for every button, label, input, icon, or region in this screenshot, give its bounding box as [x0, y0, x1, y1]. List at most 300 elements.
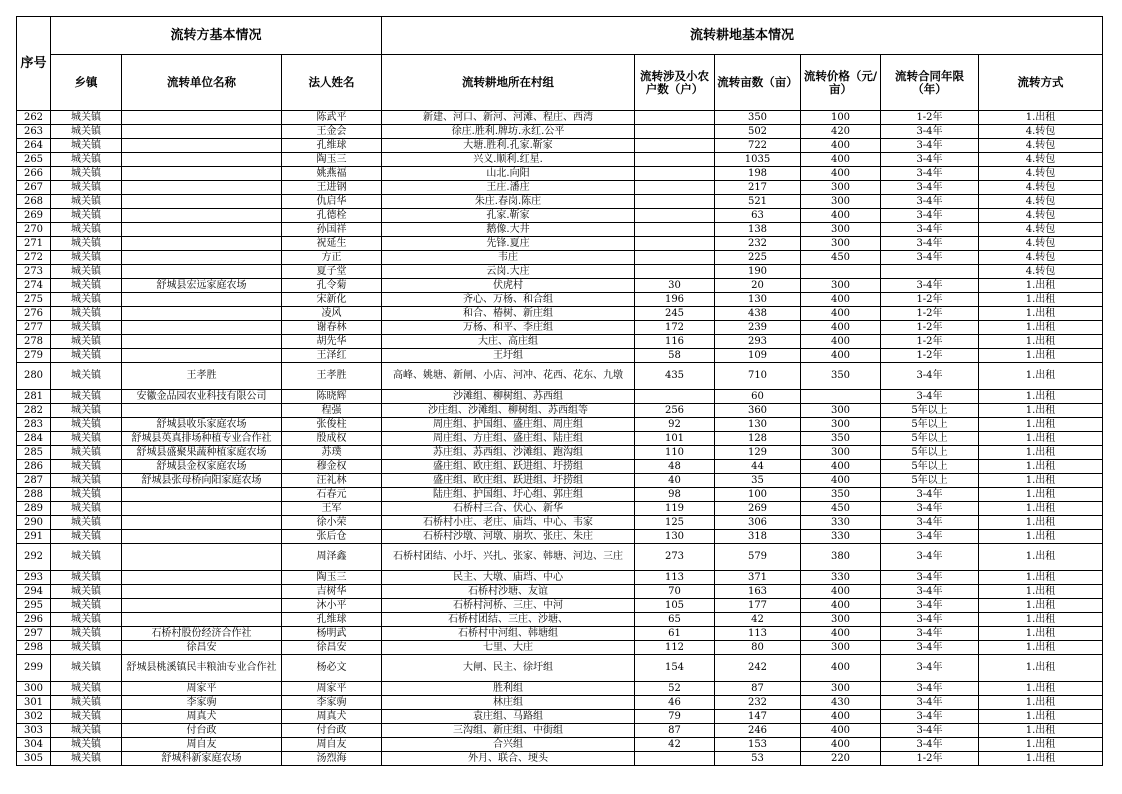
cell-village: 合兴组: [382, 738, 635, 752]
cell-town: 城关镇: [51, 181, 122, 195]
cell-method: 1.出租: [979, 599, 1103, 613]
cell-seq: 283: [17, 418, 51, 432]
cell-area: 42: [715, 613, 801, 627]
cell-town: 城关镇: [51, 738, 122, 752]
cell-unit: [122, 585, 282, 599]
cell-village: 和合、椿树、新庄组: [382, 307, 635, 321]
cell-area: 438: [715, 307, 801, 321]
cell-area: 371: [715, 571, 801, 585]
cell-price: 400: [801, 139, 881, 153]
cell-households: 42: [635, 738, 715, 752]
cell-area: 350: [715, 111, 801, 125]
cell-area: 232: [715, 696, 801, 710]
cell-person: 张俊柱: [282, 418, 382, 432]
cell-term: 5年以上: [881, 404, 979, 418]
cell-term: 3-4年: [881, 167, 979, 181]
cell-area: 138: [715, 223, 801, 237]
cell-price: 400: [801, 655, 881, 682]
cell-term: 3-4年: [881, 139, 979, 153]
cell-person: 夏子堂: [282, 265, 382, 279]
cell-method: 1.出租: [979, 752, 1103, 766]
cell-households: 58: [635, 349, 715, 363]
cell-village: 云岗.大庄: [382, 265, 635, 279]
cell-town: 城关镇: [51, 209, 122, 223]
cell-unit: 舒城县宏远家庭农场: [122, 279, 282, 293]
table-row: [17, 571, 1103, 585]
cell-price: 330: [801, 516, 881, 530]
cell-person: 王泽红: [282, 349, 382, 363]
table-row: [17, 585, 1103, 599]
cell-town: 城关镇: [51, 752, 122, 766]
cell-method: 1.出租: [979, 279, 1103, 293]
table-row: [17, 724, 1103, 738]
table-row: [17, 265, 1103, 279]
table-row: [17, 321, 1103, 335]
cell-method: 1.出租: [979, 293, 1103, 307]
cell-town: 城关镇: [51, 404, 122, 418]
cell-area: 163: [715, 585, 801, 599]
cell-town: 城关镇: [51, 223, 122, 237]
cell-households: [635, 181, 715, 195]
cell-town: 城关镇: [51, 696, 122, 710]
cell-person: 陈晓辉: [282, 390, 382, 404]
cell-town: 城关镇: [51, 502, 122, 516]
cell-area: 722: [715, 139, 801, 153]
cell-seq: 276: [17, 307, 51, 321]
cell-term: 3-4年: [881, 724, 979, 738]
cell-households: [635, 265, 715, 279]
cell-town: 城关镇: [51, 139, 122, 153]
cell-town: 城关镇: [51, 418, 122, 432]
cell-term: 3-4年: [881, 209, 979, 223]
table-row: [17, 125, 1103, 139]
header-farmland-group: 流转耕地基本情况: [382, 17, 1103, 55]
cell-village: 石桥村团结、三庄、沙塘、: [382, 613, 635, 627]
cell-households: [635, 167, 715, 181]
cell-term: 3-4年: [881, 251, 979, 265]
cell-price: 300: [801, 237, 881, 251]
cell-area: 113: [715, 627, 801, 641]
cell-unit: [122, 571, 282, 585]
table-row: [17, 710, 1103, 724]
cell-village: 林庄组: [382, 696, 635, 710]
cell-person: 孙国祥: [282, 223, 382, 237]
cell-households: 172: [635, 321, 715, 335]
cell-method: 4.转包: [979, 181, 1103, 195]
header-town: 乡镇: [51, 55, 122, 111]
cell-seq: 289: [17, 502, 51, 516]
cell-unit: [122, 307, 282, 321]
cell-unit: 周家平: [122, 682, 282, 696]
cell-term: 3-4年: [881, 181, 979, 195]
cell-unit: [122, 335, 282, 349]
cell-households: 70: [635, 585, 715, 599]
cell-households: 273: [635, 544, 715, 571]
cell-person: 方正: [282, 251, 382, 265]
cell-seq: 262: [17, 111, 51, 125]
cell-town: 城关镇: [51, 237, 122, 251]
cell-households: 65: [635, 613, 715, 627]
cell-method: 1.出租: [979, 724, 1103, 738]
cell-households: 119: [635, 502, 715, 516]
cell-term: 5年以上: [881, 432, 979, 446]
cell-term: 3-4年: [881, 613, 979, 627]
cell-person: 苏璞: [282, 446, 382, 460]
cell-method: 1.出租: [979, 696, 1103, 710]
cell-village: 盛庄组、欧庄组、跃进组、圩捞组: [382, 474, 635, 488]
cell-town: 城关镇: [51, 265, 122, 279]
cell-households: [635, 153, 715, 167]
cell-person: 杨必文: [282, 655, 382, 682]
cell-village: 石桥村中河组、韩塘组: [382, 627, 635, 641]
cell-area: 502: [715, 125, 801, 139]
cell-unit: 舒城县桃溪镇民丰粮油专业合作社: [122, 655, 282, 682]
cell-price: 350: [801, 363, 881, 390]
cell-households: [635, 251, 715, 265]
cell-price: 400: [801, 710, 881, 724]
cell-person: 姚燕福: [282, 167, 382, 181]
table-row: [17, 209, 1103, 223]
cell-seq: 285: [17, 446, 51, 460]
header-row-columns: [17, 55, 1103, 111]
land-transfer-table: [16, 16, 1103, 766]
cell-seq: 269: [17, 209, 51, 223]
cell-price: 430: [801, 696, 881, 710]
cell-person: 杨明武: [282, 627, 382, 641]
cell-person: 王金会: [282, 125, 382, 139]
cell-unit: [122, 544, 282, 571]
cell-person: 陶玉三: [282, 571, 382, 585]
cell-households: 110: [635, 446, 715, 460]
cell-seq: 270: [17, 223, 51, 237]
cell-price: 300: [801, 195, 881, 209]
cell-method: 1.出租: [979, 613, 1103, 627]
cell-person: 陈武平: [282, 111, 382, 125]
cell-town: 城关镇: [51, 153, 122, 167]
table-row: [17, 627, 1103, 641]
cell-unit: 安徽金品园农业科技有限公司: [122, 390, 282, 404]
cell-unit: [122, 251, 282, 265]
cell-unit: 舒城县金权家庭农场: [122, 460, 282, 474]
cell-unit: [122, 321, 282, 335]
cell-village: 韦庄: [382, 251, 635, 265]
table-row: [17, 613, 1103, 627]
cell-person: 周泽鑫: [282, 544, 382, 571]
cell-method: 1.出租: [979, 571, 1103, 585]
cell-method: 1.出租: [979, 502, 1103, 516]
cell-village: 大闸、民主、徐圩组: [382, 655, 635, 682]
cell-term: 3-4年: [881, 125, 979, 139]
cell-households: 125: [635, 516, 715, 530]
cell-term: 5年以上: [881, 418, 979, 432]
cell-method: 1.出租: [979, 474, 1103, 488]
cell-price: 350: [801, 432, 881, 446]
cell-village: 胜利组: [382, 682, 635, 696]
cell-households: [635, 223, 715, 237]
cell-village: 鹅像.大井: [382, 223, 635, 237]
table-row: [17, 293, 1103, 307]
cell-town: 城关镇: [51, 641, 122, 655]
cell-person: 孔维球: [282, 139, 382, 153]
cell-price: [801, 390, 881, 404]
cell-unit: [122, 599, 282, 613]
cell-price: 400: [801, 293, 881, 307]
cell-unit: [122, 125, 282, 139]
cell-unit: [122, 209, 282, 223]
table-row: [17, 223, 1103, 237]
cell-town: 城关镇: [51, 251, 122, 265]
cell-town: 城关镇: [51, 585, 122, 599]
cell-term: 3-4年: [881, 390, 979, 404]
cell-price: 400: [801, 167, 881, 181]
cell-seq: 293: [17, 571, 51, 585]
cell-price: 350: [801, 488, 881, 502]
cell-unit: [122, 613, 282, 627]
cell-unit: 周真犬: [122, 710, 282, 724]
cell-person: 汤烈海: [282, 752, 382, 766]
cell-method: 1.出租: [979, 738, 1103, 752]
header-seq: 序号: [17, 17, 51, 111]
cell-seq: 302: [17, 710, 51, 724]
header-row-group: [17, 17, 1103, 55]
cell-village: 沙庄组、沙滩组、柳树组、苏西组等: [382, 404, 635, 418]
table-row: [17, 153, 1103, 167]
cell-unit: 付台政: [122, 724, 282, 738]
table-row: [17, 237, 1103, 251]
cell-person: 孔德栓: [282, 209, 382, 223]
cell-area: 130: [715, 418, 801, 432]
cell-seq: 287: [17, 474, 51, 488]
cell-seq: 264: [17, 139, 51, 153]
cell-unit: [122, 181, 282, 195]
cell-term: 3-4年: [881, 655, 979, 682]
cell-village: 石桥村沙塘、友谊: [382, 585, 635, 599]
header-method: 流转方式: [979, 55, 1103, 111]
cell-village: 兴义.顺利.红星.: [382, 153, 635, 167]
cell-person: 沐小平: [282, 599, 382, 613]
cell-area: 147: [715, 710, 801, 724]
cell-unit: [122, 223, 282, 237]
cell-person: 程强: [282, 404, 382, 418]
table-row: [17, 363, 1103, 390]
cell-price: 300: [801, 682, 881, 696]
cell-town: 城关镇: [51, 321, 122, 335]
cell-town: 城关镇: [51, 293, 122, 307]
cell-person: 徐小荣: [282, 516, 382, 530]
cell-households: 48: [635, 460, 715, 474]
cell-term: 5年以上: [881, 446, 979, 460]
cell-households: 79: [635, 710, 715, 724]
cell-village: 孔家.靳家: [382, 209, 635, 223]
cell-town: 城关镇: [51, 195, 122, 209]
cell-seq: 271: [17, 237, 51, 251]
cell-town: 城关镇: [51, 349, 122, 363]
cell-unit: [122, 237, 282, 251]
cell-village: 万杨、和平、李庄组: [382, 321, 635, 335]
cell-village: 新建、河口、新河、河滩、程庄、西湾: [382, 111, 635, 125]
cell-price: 400: [801, 738, 881, 752]
cell-households: 105: [635, 599, 715, 613]
cell-method: 4.转包: [979, 265, 1103, 279]
cell-term: 3-4年: [881, 223, 979, 237]
cell-area: 60: [715, 390, 801, 404]
cell-person: 穆金权: [282, 460, 382, 474]
cell-households: 40: [635, 474, 715, 488]
cell-price: 300: [801, 404, 881, 418]
cell-area: 44: [715, 460, 801, 474]
cell-seq: 278: [17, 335, 51, 349]
cell-price: 400: [801, 460, 881, 474]
table-row: [17, 111, 1103, 125]
cell-price: 330: [801, 571, 881, 585]
cell-area: 239: [715, 321, 801, 335]
cell-unit: [122, 293, 282, 307]
cell-method: 4.转包: [979, 195, 1103, 209]
cell-seq: 291: [17, 530, 51, 544]
cell-area: 306: [715, 516, 801, 530]
cell-price: 300: [801, 181, 881, 195]
cell-person: 周家平: [282, 682, 382, 696]
table-row: [17, 432, 1103, 446]
cell-method: 1.出租: [979, 516, 1103, 530]
cell-term: 1-2年: [881, 752, 979, 766]
cell-person: 王进钢: [282, 181, 382, 195]
cell-term: 5年以上: [881, 474, 979, 488]
cell-method: 1.出租: [979, 530, 1103, 544]
cell-term: 3-4年: [881, 363, 979, 390]
cell-person: 孔维球: [282, 613, 382, 627]
table-row: [17, 349, 1103, 363]
cell-village: 陆庄组、护国组、圩心组、郭庄组: [382, 488, 635, 502]
cell-seq: 263: [17, 125, 51, 139]
cell-households: 116: [635, 335, 715, 349]
cell-households: 46: [635, 696, 715, 710]
cell-person: 汪礼林: [282, 474, 382, 488]
cell-town: 城关镇: [51, 111, 122, 125]
cell-person: 孔令菊: [282, 279, 382, 293]
cell-unit: [122, 530, 282, 544]
cell-area: 579: [715, 544, 801, 571]
cell-price: 100: [801, 111, 881, 125]
cell-seq: 273: [17, 265, 51, 279]
cell-seq: 265: [17, 153, 51, 167]
cell-area: 35: [715, 474, 801, 488]
cell-method: 4.转包: [979, 167, 1103, 181]
cell-term: 3-4年: [881, 627, 979, 641]
table-row: [17, 446, 1103, 460]
cell-method: 1.出租: [979, 111, 1103, 125]
cell-unit: [122, 488, 282, 502]
cell-households: 30: [635, 279, 715, 293]
table-row: [17, 460, 1103, 474]
cell-area: 360: [715, 404, 801, 418]
cell-area: 80: [715, 641, 801, 655]
cell-method: 1.出租: [979, 335, 1103, 349]
cell-seq: 298: [17, 641, 51, 655]
cell-method: 1.出租: [979, 627, 1103, 641]
cell-area: 217: [715, 181, 801, 195]
cell-town: 城关镇: [51, 710, 122, 724]
cell-area: 232: [715, 237, 801, 251]
cell-town: 城关镇: [51, 682, 122, 696]
cell-person: 王孝胜: [282, 363, 382, 390]
cell-term: 3-4年: [881, 641, 979, 655]
cell-term: 1-2年: [881, 349, 979, 363]
table-row: [17, 516, 1103, 530]
cell-town: 城关镇: [51, 125, 122, 139]
cell-person: 周真犬: [282, 710, 382, 724]
cell-term: 3-4年: [881, 237, 979, 251]
cell-price: 300: [801, 279, 881, 293]
cell-area: 177: [715, 599, 801, 613]
cell-seq: 282: [17, 404, 51, 418]
table-row: [17, 307, 1103, 321]
table-row: [17, 682, 1103, 696]
cell-unit: [122, 502, 282, 516]
cell-price: 400: [801, 724, 881, 738]
cell-unit: 李家驹: [122, 696, 282, 710]
cell-price: 400: [801, 335, 881, 349]
cell-method: 4.转包: [979, 251, 1103, 265]
cell-method: 4.转包: [979, 153, 1103, 167]
cell-area: 153: [715, 738, 801, 752]
cell-households: 256: [635, 404, 715, 418]
cell-area: 1035: [715, 153, 801, 167]
table-row: [17, 738, 1103, 752]
table-row: [17, 390, 1103, 404]
cell-households: [635, 752, 715, 766]
table-row: [17, 167, 1103, 181]
cell-village: 袁庄组、马路组: [382, 710, 635, 724]
cell-method: 1.出租: [979, 418, 1103, 432]
cell-term: [881, 265, 979, 279]
header-area: 流转亩数（亩）: [715, 55, 801, 111]
cell-town: 城关镇: [51, 167, 122, 181]
cell-unit: [122, 153, 282, 167]
cell-price: 400: [801, 474, 881, 488]
cell-village: 周庄组、护国组、盛庄组、周庄组: [382, 418, 635, 432]
cell-village: 高峰、姚塘、新闸、小店、河冲、花西、花东、九墩: [382, 363, 635, 390]
cell-unit: 石桥村股份经济合作社: [122, 627, 282, 641]
cell-area: 109: [715, 349, 801, 363]
cell-term: 5年以上: [881, 460, 979, 474]
cell-price: [801, 265, 881, 279]
cell-town: 城关镇: [51, 488, 122, 502]
cell-person: 石春元: [282, 488, 382, 502]
cell-village: 盛庄组、欧庄组、跃进组、圩捞组: [382, 460, 635, 474]
cell-seq: 274: [17, 279, 51, 293]
cell-method: 1.出租: [979, 585, 1103, 599]
cell-town: 城关镇: [51, 599, 122, 613]
cell-person: 周自友: [282, 738, 382, 752]
cell-households: [635, 139, 715, 153]
cell-price: 300: [801, 418, 881, 432]
header-price: 流转价格（元/亩）: [801, 55, 881, 111]
cell-term: 1-2年: [881, 293, 979, 307]
cell-village: 王庄.潘庄: [382, 181, 635, 195]
cell-term: 1-2年: [881, 111, 979, 125]
cell-unit: 舒城科新家庭农场: [122, 752, 282, 766]
header-term: 流转合同年限（年）: [881, 55, 979, 111]
cell-households: 98: [635, 488, 715, 502]
cell-village: 沙滩组、柳树组、苏西组: [382, 390, 635, 404]
cell-unit: [122, 139, 282, 153]
cell-seq: 299: [17, 655, 51, 682]
cell-unit: [122, 265, 282, 279]
cell-seq: 272: [17, 251, 51, 265]
cell-method: 1.出租: [979, 460, 1103, 474]
cell-term: 3-4年: [881, 599, 979, 613]
